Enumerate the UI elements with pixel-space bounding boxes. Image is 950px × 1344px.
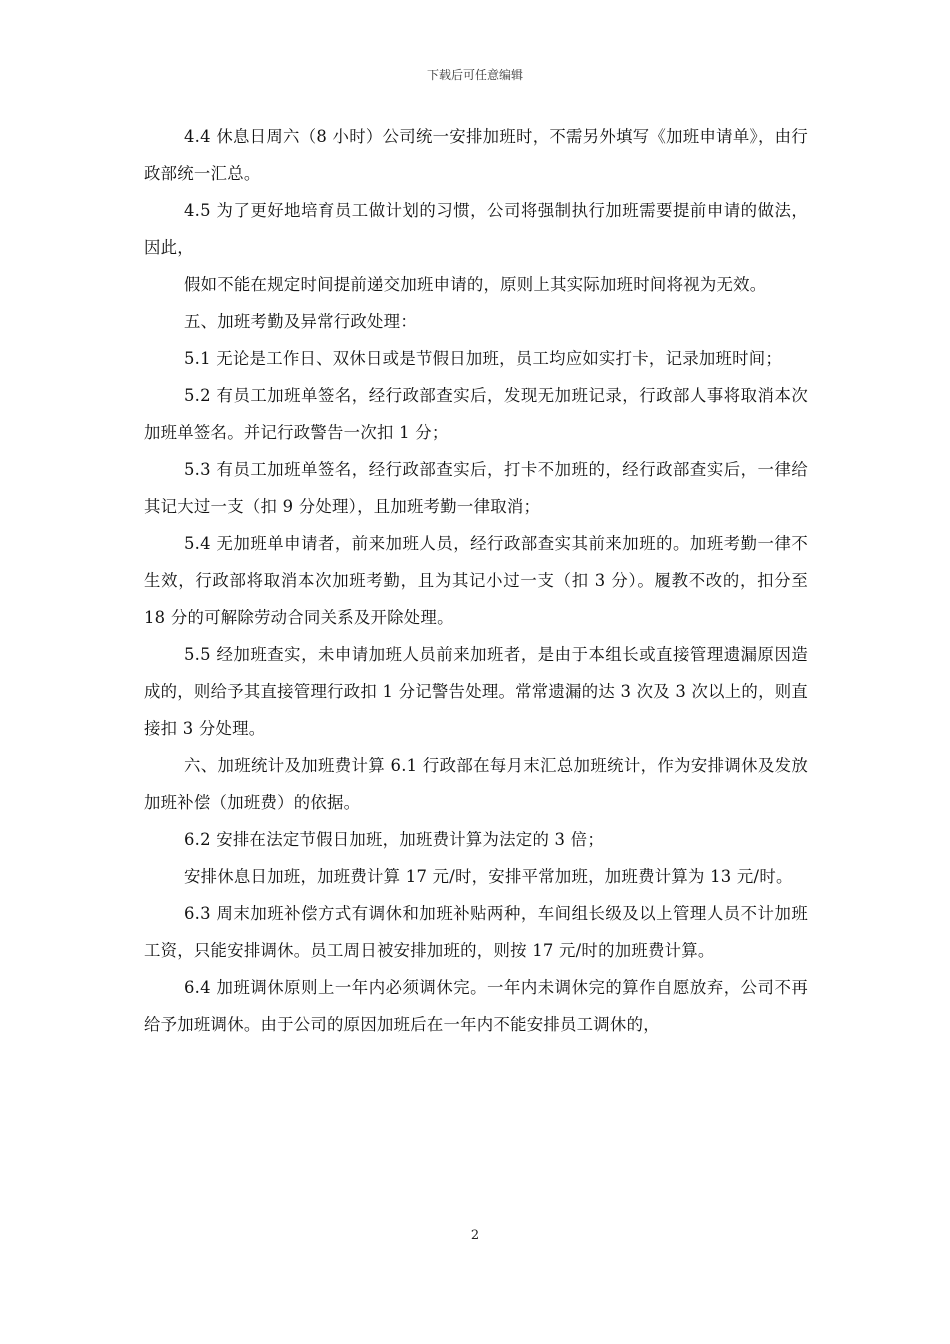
paragraph: 5.5 经加班查实，未申请加班人员前来加班者，是由于本组长或直接管理遗漏原因造成的，则给予其直接管理行政扣 1 分记警告处理。常常遗漏的达 3 次及 3 次以上的，则直接扣 3 分处理。 <box>144 645 808 738</box>
document-body <box>144 118 808 1043</box>
paragraph: 5.3 有员工加班单签名，经行政部查实后，打卡不加班的，经行政部查实后，一律给其记大过一支（扣 9 分处理），且加班考勤一律取消； <box>144 460 808 516</box>
paragraph: 安排休息日加班，加班费计算 17 元/时，安排平常加班，加班费计算为 13 元/时。 <box>184 867 793 886</box>
section-heading: 六、加班统计及加班费计算 6.1 行政部在每月末汇总加班统计，作为安排调休及发放加班补偿（加班费）的依据。 <box>144 756 808 812</box>
paragraph: 4.5 为了更好地培育员工做计划的习惯，公司将强制执行加班需要提前申请的做法，因此， <box>144 201 808 257</box>
paragraph: 4.4 休息日周六（8 小时）公司统一安排加班时，不需另外填写《加班申请单》，由行政部统一汇总。 <box>144 127 808 183</box>
paragraph: 5.2 有员工加班单签名，经行政部查实后，发现无加班记录，行政部人事将取消本次加班单签名。并记行政警告一次扣 1 分； <box>144 386 808 442</box>
paragraph: 假如不能在规定时间提前递交加班申请的，原则上其实际加班时间将视为无效。 <box>184 275 767 294</box>
paragraph: 6.3 周末加班补偿方式有调休和加班补贴两种，车间组长级及以上管理人员不计加班工资，只能安排调休。员工周日被安排加班的，则按 17 元/时的加班费计算。 <box>144 904 808 960</box>
paragraph: 6.2 安排在法定节假日加班，加班费计算为法定的 3 倍； <box>184 830 604 849</box>
section-heading: 五、加班考勤及异常行政处理： <box>184 312 417 331</box>
page-header: 下载后可任意编辑 <box>426 68 523 82</box>
paragraph: 6.4 加班调休原则上一年内必须调休完。一年内未调休完的算作自愿放弃，公司不再给予加班调休。由于公司的原因加班后在一年内不能安排员工调休的， <box>144 978 808 1034</box>
paragraph: 5.1 无论是工作日、双休日或是节假日加班，员工均应如实打卡，记录加班时间； <box>184 349 783 368</box>
page-number: 2 <box>470 1228 480 1243</box>
paragraph: 5.4 无加班单申请者，前来加班人员，经行政部查实其前来加班的。加班考勤一律不生效，行政部将取消本次加班考勤，且为其记小过一支（扣 3 分）。履教不改的，扣分至 18 分的可解除劳动合同关系及开除处理。 <box>144 534 808 627</box>
